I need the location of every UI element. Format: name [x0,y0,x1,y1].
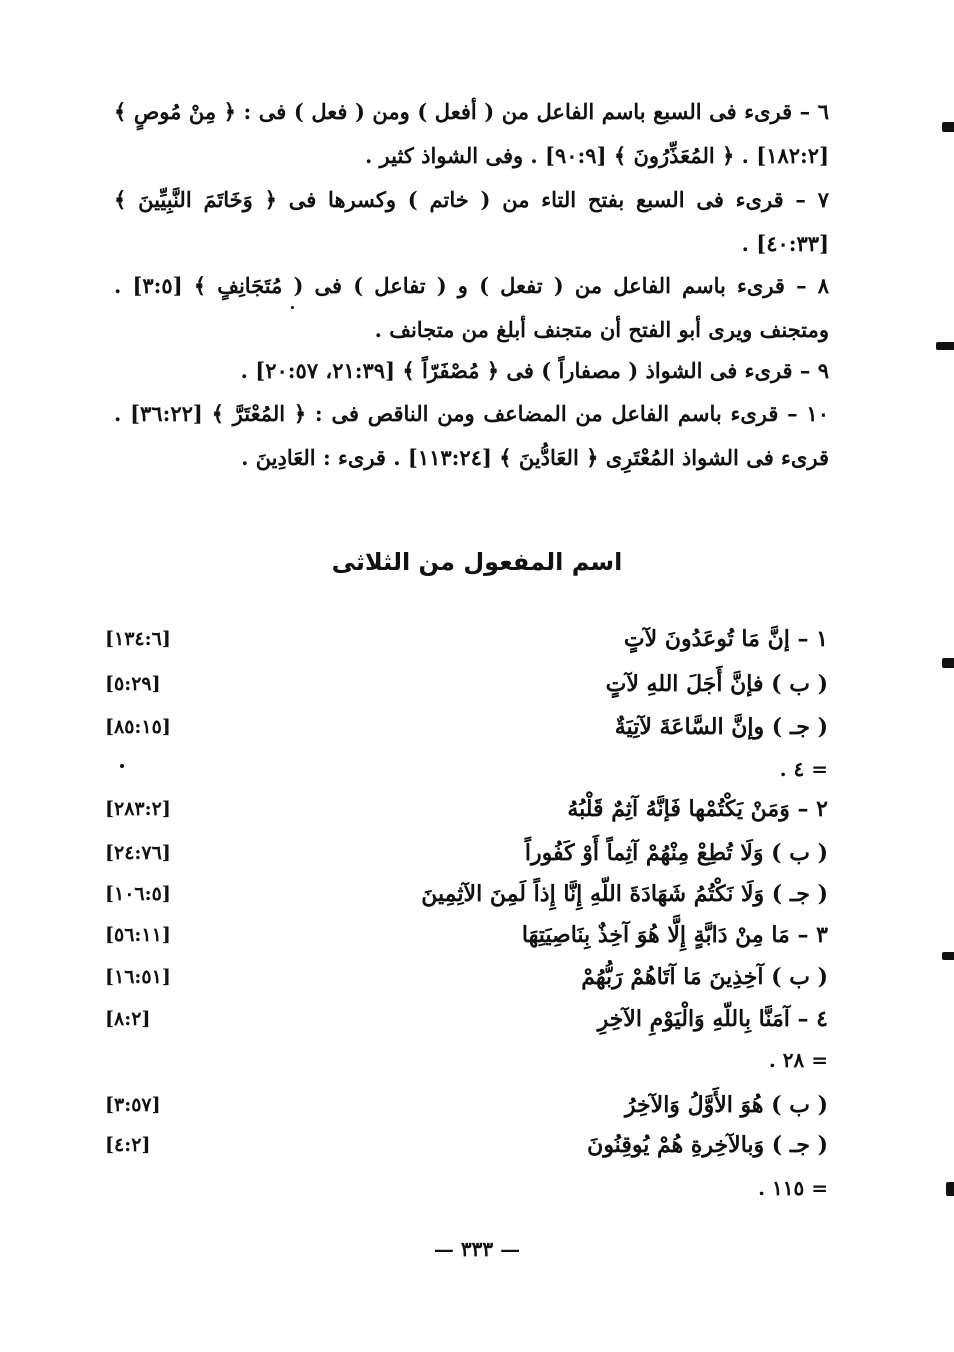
list-item [100,1088,828,1122]
scan-speck [291,306,294,309]
list-item [100,877,828,911]
verse-text: ٤ – آمَنَّا بِاللّهِ وَالْيَوْمِ الآخِرِ [597,1006,828,1032]
verse-reference: [٥٦:١١] [105,924,171,946]
list-item [100,710,828,744]
list-item [100,1002,828,1036]
verse-text: ( جـ ) وَلَا نَكْتُمُ شَهَادَةَ اللّهِ إِنَّا إِذاً لَمِنَ الآثِمِينَ [421,881,828,907]
verse-reference: [٨:٢] [105,1008,151,1030]
verse-reference: [١٣٤:٦] [105,628,171,650]
edge-mark [942,122,954,132]
list-item [100,1128,828,1162]
edge-mark [946,1182,954,1196]
paragraph-10: ١٠ – قرىء باسم الفاعل من المضاعف ومن الناقص فى : ﴿ المُعْتَرَّ ﴾ [٣٦:٢٢] . قرىء فى الشواذ المُعْتَرِى ﴿ العَادُّينَ ﴾ [١١٣:٢٤] . قرىء : العَادِينَ . [114,401,829,470]
verse-reference: [٢٨٣:٢] [105,798,171,820]
verse-text: ( ب ) هُوَ الأَوَّلُ وَالآخِرُ [624,1092,828,1118]
section-heading: اسم المفعول من الثلاثى [331,548,623,576]
verse-text: ( ب ) آخِذِينَ مَا آتَاهُمْ رَبُّهُمْ [581,964,828,990]
paragraph-8: ٨ – قرىء باسم الفاعل من ( تفعل ) و ( تفاعل ) فى ( مُتَجَانِفٍ ﴾ [٣:٥] . ومتجنف ويرى أبو الفتح أن متجنف أبلغ من متجانف . [114,273,829,342]
verse-reference: [٥:٢٩] [105,673,161,695]
verse-reference: [٢٤:٧٦] [105,842,171,864]
count-text: = ١١٥ . [758,1176,828,1200]
list-item [100,1043,828,1077]
paragraph-7: ٧ – قرىء فى السبع بفتح التاء من ( خاتم ) وكسرها فى ﴿ وَخَاتَمَ النَّبِيِّينَ ﴾ [٤٠:٣٣] . [114,187,829,256]
paragraph-9: ٩ – قرىء فى الشواذ ( مصفاراً ) فى ﴿ مُصْفَرّاً ﴾ [٢١:٣٩، ٢٠:٥٧] . [240,358,829,383]
verse-reference: [٣:٥٧] [105,1094,161,1116]
list-item [100,960,828,994]
verse-text: ٢ – وَمَنْ يَكْتُمْها فَإنَّهُ آثِمٌ قَلْبُهُ [567,796,828,822]
list-item [100,836,828,870]
verse-text: ( جـ ) وَبالآخِرةِ هُمْ يُوقِنُونَ [587,1132,828,1158]
verse-reference: [٨٥:١٥] [105,716,171,738]
list-item [100,752,828,786]
list-item [100,667,828,701]
scan-speck [120,764,124,768]
count-text: = ٢٨ . [768,1048,828,1072]
edge-mark [942,658,954,668]
page-number: — ٣٣٣ — [433,1237,521,1261]
list-item [100,622,828,656]
verse-text: ( ب ) وَلَا تُطِعْ مِنْهُمْ آثِماً أَوْ كَفُوراً [524,840,828,866]
verse-text: ٣ – مَا مِنْ دَابَّةٍ إِلَّا هُوَ آخِذٌ بِنَاصِيَتِهَا [521,922,828,948]
list-item [100,918,828,952]
verse-reference: [١٠٦:٥] [105,883,171,905]
verse-text: ( ب ) فإنَّ أَجَلَ اللهِ لآتٍ [605,671,828,697]
list-item [100,792,828,826]
verse-reference: [١٦:٥١] [105,966,171,988]
verse-text: ١ – إنَّ مَا تُوعَدُونَ لآتٍ [623,626,828,652]
verse-reference: [٤:٢] [105,1134,151,1156]
verse-text: ( جـ ) وإنَّ السَّاعَةَ لآتِيَةٌ [614,714,828,740]
edge-mark [942,952,954,960]
paragraph-6: ٦ – قرىء فى السبع باسم الفاعل من ( أفعل ) ومن ( فعل ) فى : ﴿ مِنْ مُوصٍ ﴾ [١٨٢:٢] . ﴿ المُعَذِّرُونَ ﴾ [٩٠:٩] . وفى الشواذ كثير . [114,99,829,168]
list-item [100,1171,828,1205]
count-text: = ٤ . [779,757,828,781]
edge-mark [936,342,954,350]
